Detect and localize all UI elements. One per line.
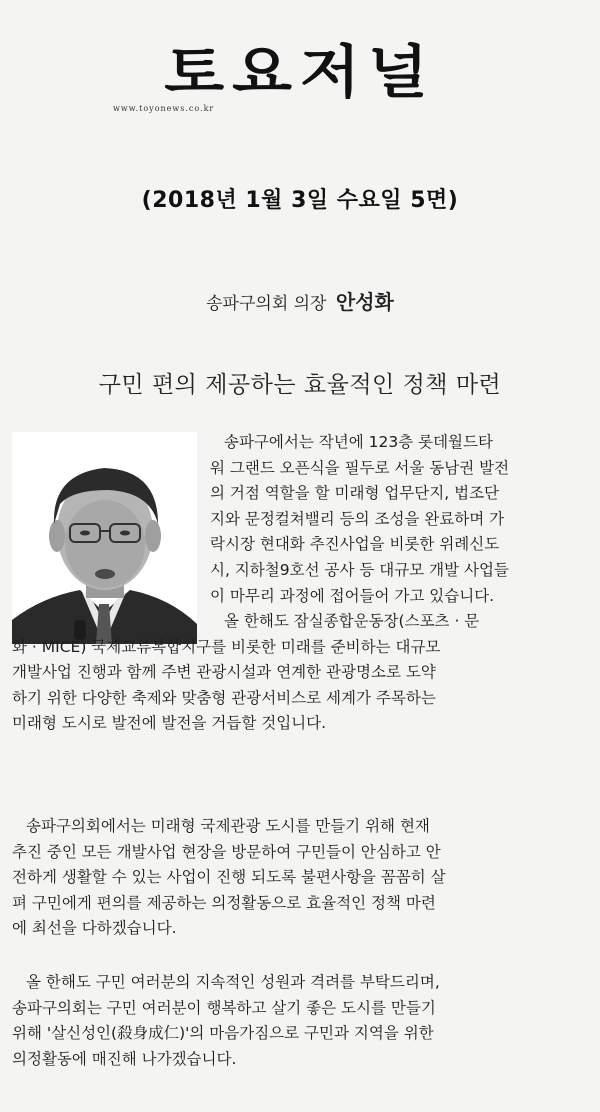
text-line: 지와 문정컬쳐밸리 등의 조성을 완료하며 가 [210,509,505,528]
text-line: 송파구의회에서는 미래형 국제관광 도시를 만들기 위해 현재 [26,817,430,835]
text-line: 전하게 생활할 수 있는 사업이 진행 되도록 불편사항을 꼼꼼히 살 [12,868,446,887]
article-headline: 구민 편의 제공하는 효율적인 정책 마련 [98,372,502,398]
byline [0,286,600,315]
text-line: 워 그랜드 오픈식을 필두로 서울 동남권 발전 [210,458,510,477]
paragraph-4 [12,970,590,1072]
newspaper-logo: 토요저널 [164,37,436,106]
newspaper-url: www.toyonews.co.kr [113,104,215,113]
author-title: 송파구의회 의장 [206,294,327,314]
text-line: 이 마무리 과정에 접어들어 가고 있습니다. [210,586,495,605]
text-line: 에 최선을 다하겠습니다. [12,919,177,938]
text-line: 의정활동에 매진해 나가겠습니다. [12,1049,237,1068]
text-line: 의 거점 역할을 할 미래형 업무단지, 법조단 [210,484,500,503]
text-line: 송파구에서는 작년에 123층 롯데월드타 [224,433,493,451]
paragraph-2 [12,609,590,737]
text-line: 개발사업 진행과 함께 주변 관광시설과 연계한 관광명소로 도약 [12,663,436,682]
text-line: 위해 '살신성인(殺身成仁)'의 마음가짐으로 구민과 지역을 위한 [12,1024,434,1043]
text-line: 송파구의회는 구민 여러분이 행복하고 살기 좋은 도시를 만들기 [12,998,436,1017]
paragraph-1 [210,430,590,609]
text-line: 추진 중인 모든 개발사업 현장을 방문하여 구민들이 안심하고 안 [12,842,441,861]
paragraph-3 [12,814,590,942]
text-line: 펴 구민에게 편의를 제공하는 의정활동으로 효율적인 정책 마련 [12,893,436,912]
masthead [95,37,505,115]
text-line: 하기 위한 다양한 축제와 맞춤형 관광서비스로 세계가 주목하는 [12,688,436,707]
publication-date: (2018년 1월 3일 수요일 5면) [141,188,459,213]
text-line: 올 한해도 잠실종합운동장(스포츠 · 문 [224,612,480,630]
text-line: 시, 지하철9호선 공사 등 대규모 개발 사업들 [210,560,509,579]
text-line: 락시장 현대화 추진사업을 비롯한 위례신도 [210,535,500,554]
text-line: 화 · MICE) 국제교류복합지구를 비롯한 미래를 준비하는 대규모 [12,637,441,656]
text-line: 올 한해도 구민 여러분의 지속적인 성원과 격려를 부탁드리며, [26,973,440,991]
text-line: 미래형 도시로 발전에 발전을 거듭할 것입니다. [12,714,327,733]
author-name: 안성화 [335,290,394,314]
